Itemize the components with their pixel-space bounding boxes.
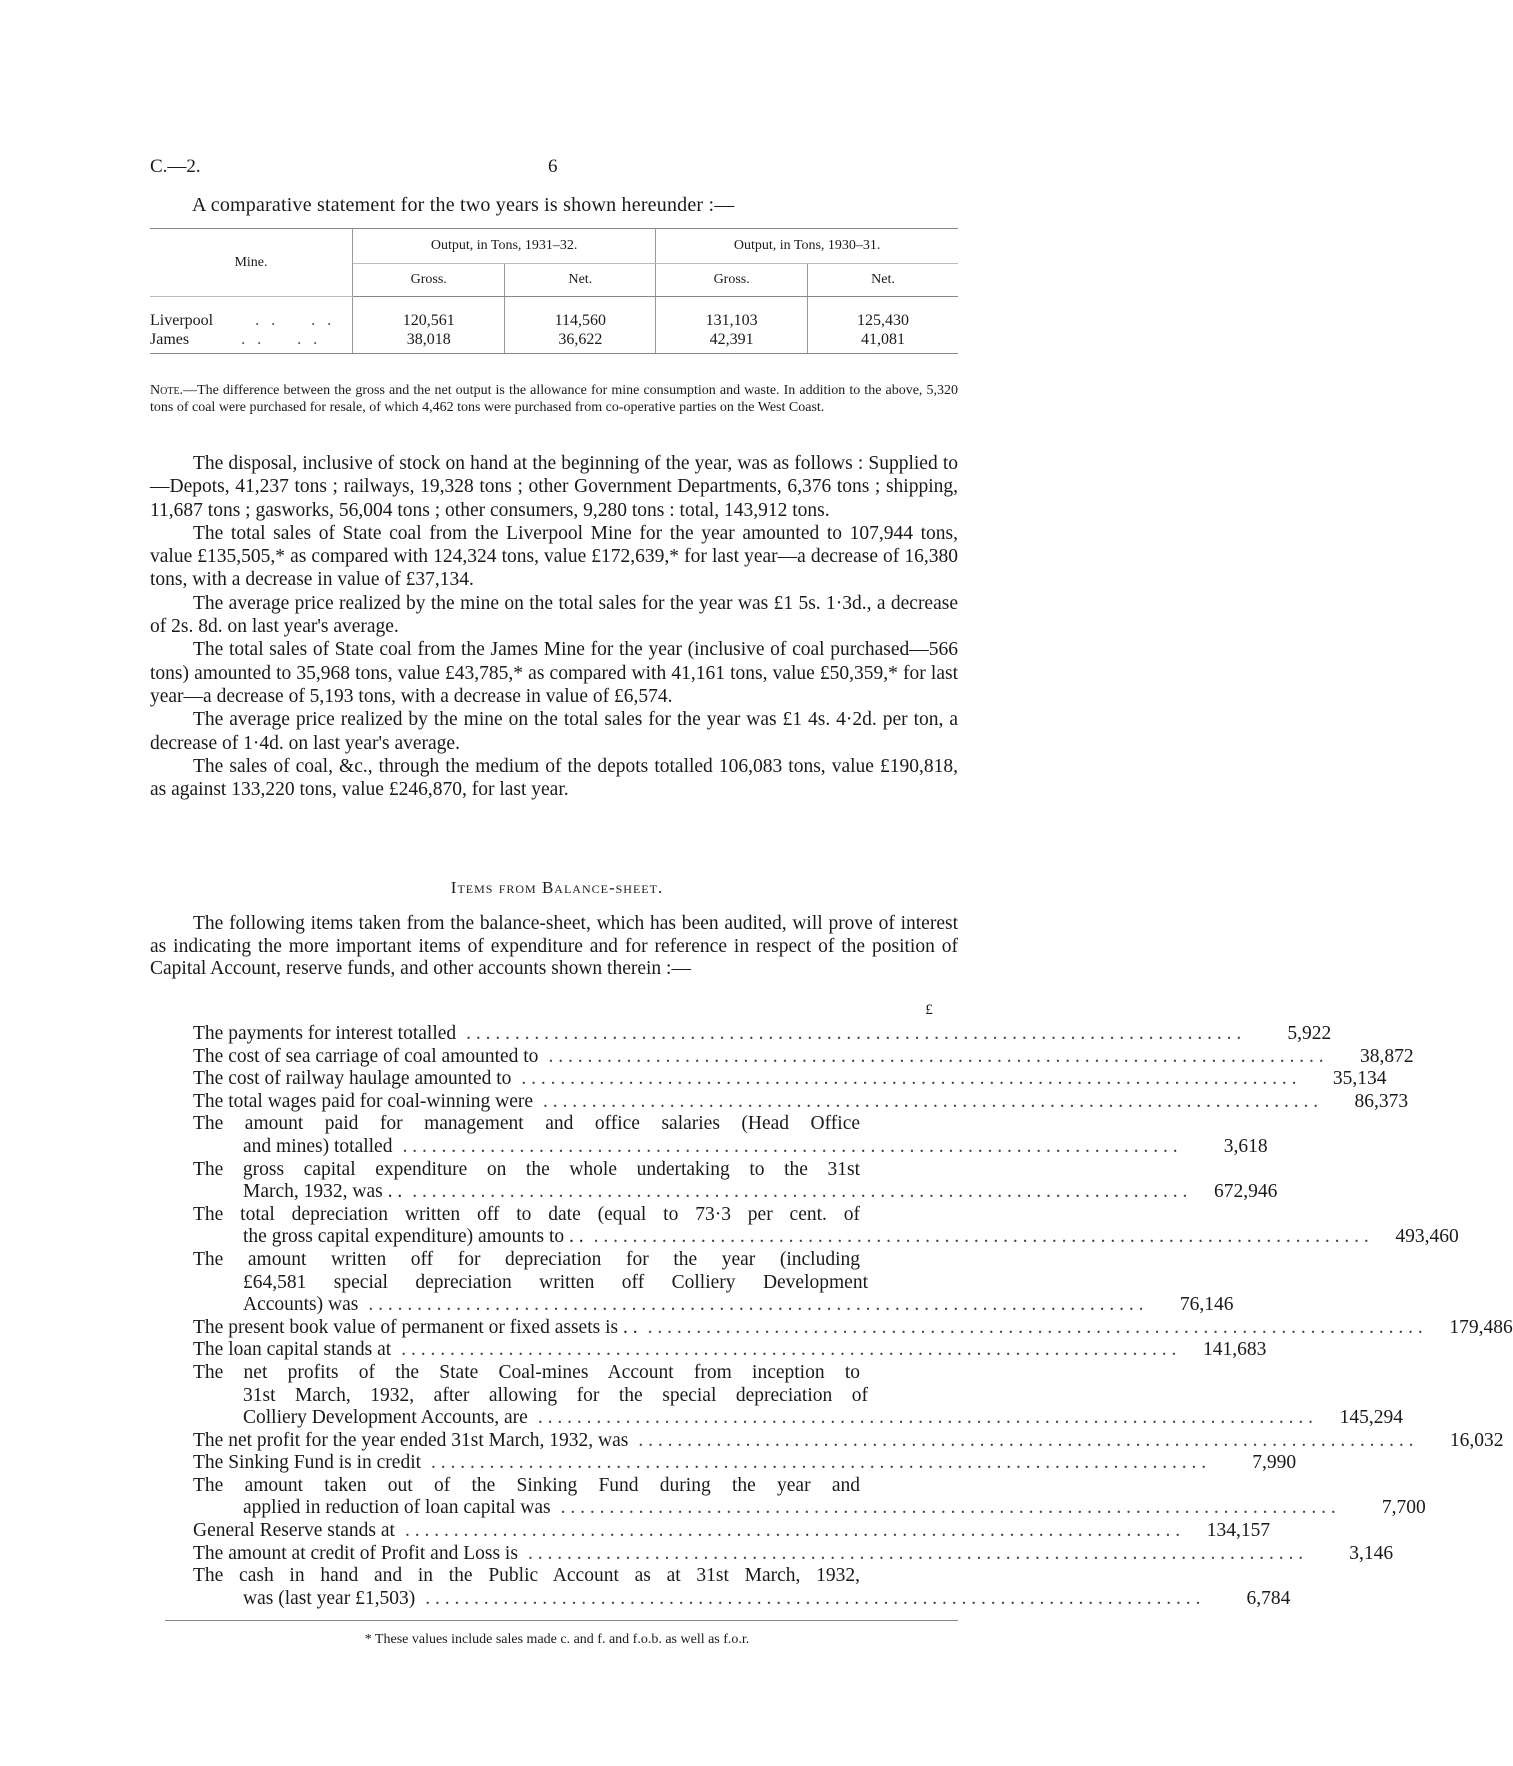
leader-dots: . . . . . . . . . . . . . . . . . . . . . . . . . . . . . . . . . . . . . . . . . . . . . . . . . . . . . . . . . . . . . . . . . . . . . . . . . . . . . . . .	[431, 1452, 1207, 1474]
balance-item	[193, 1474, 1426, 1520]
net-2-cell: 125,430	[857, 312, 910, 329]
gross-2-cell: 42,391	[656, 331, 808, 354]
item-amount: 141,683	[1202, 1339, 1267, 1361]
item-text: The amount paid for management and office salaries (Head Office	[193, 1113, 860, 1135]
leader-dots: . . . . . . . . . . . . . . . . . . . . . . . . . . . . . . . . . . . . . . . . . . . . . . . . . . . . . . . . . . . . . . . . . . . . . . . . . . . . . . . .	[521, 1068, 1297, 1090]
item-text: was (last year £1,503)	[243, 1587, 416, 1609]
note-text: —The difference between the gross and the net output is the allowance for mine consumption and waste. In addition to the above, 5,320 tons of coal were purchased for resale, of which 4,462 tons were purchased from co-operative parties on the West Coast.	[150, 383, 958, 415]
table-note	[150, 382, 958, 416]
balance-item	[193, 1090, 1409, 1114]
item-amount: 35,134	[1332, 1068, 1387, 1090]
item-text: The cash in hand and in the Public Account as at 31st March, 1932,	[193, 1565, 860, 1587]
item-amount: 86,373	[1354, 1090, 1409, 1112]
item-text: The cost of sea carriage of coal amounted to	[193, 1045, 539, 1067]
balance-item	[193, 1203, 1459, 1249]
balance-item	[193, 1248, 1234, 1317]
item-amount: 3,146	[1349, 1542, 1394, 1564]
output-table	[150, 228, 958, 354]
leader-dots: . . . . . . . . . . . . . . . . . . . . . . . . . . . . . . . . . . . . . . . . . . . . . . . . . . . . . . . . . . . . . . . . . . . . . . . . . . . . . . . .	[466, 1023, 1242, 1044]
item-text: The amount at credit of Profit and Loss is	[193, 1542, 518, 1564]
leader-dots: . . . . . . . . . . . . . . . . . . . . . . . . . . . . . . . . . . . . . . . . . . . . . . . . . . . . . . . . . . . . . . . . . . . . . . . . . . . . . . . .	[368, 1294, 1144, 1316]
paragraph: The average price realized by the mine on the total sales for the year was £1 4s. 4·2d. per ton, a decrease of 1·4d. on last year's average.	[150, 709, 958, 754]
balance-item	[193, 1542, 1394, 1566]
item-text: The Sinking Fund is in credit	[193, 1452, 422, 1474]
footnote-divider	[165, 1620, 958, 1621]
net-2-cell: 41,081	[808, 331, 958, 354]
balance-item	[193, 1565, 1291, 1610]
paragraph: The sales of coal, &c., through the medium of the depots totalled 106,083 tons, value £190,818, as against 133,220 tons, value £246,870, for last year.	[150, 755, 958, 801]
item-amount: 38,872	[1359, 1045, 1414, 1067]
period-2-header: Output, in Tons, 1930–31.	[656, 229, 958, 264]
item-text: The cost of railway haulage amounted to	[193, 1068, 512, 1090]
mine-name: Liverpool	[150, 312, 214, 329]
gross-1-header: Gross.	[353, 264, 505, 297]
page-header	[150, 156, 970, 180]
currency-header: £	[925, 1002, 933, 1018]
mine-name: James	[150, 331, 190, 348]
paragraph: The total sales of State coal from the Liverpool Mine for the year amounted to 107,944 tons, value £135,505,* as compared with 124,324 tons, value £172,639,* for last year—a decrease of 16,380 tons, with a decrease in value of £37,134.	[150, 522, 958, 591]
leader-dots: . . . . . . . . . . . . . . . . . . . . . . . . . . . . . . . . . . . . . . . . . . . . . . . . . . . . . . . . . . . . . . . . . . . . . . . . . . . . . . . .	[425, 1587, 1201, 1609]
item-text: applied in reduction of loan capital was	[243, 1497, 551, 1519]
balance-item	[193, 1429, 1504, 1453]
balance-item	[193, 1520, 1271, 1543]
comparative-intro: A comparative statement for the two years is shown hereunder :—	[192, 194, 735, 216]
gross-2-header: Gross.	[656, 264, 808, 297]
leader-dots: . . . . . . . . . . . . . . . . . . . . . . . . . . . . . . . . . . . . . . . . . . . . . . . . . . . . . . . . . . . . . . . . . . . . . . . . . . . . . . . .	[401, 1339, 1177, 1361]
period-1-header: Output, in Tons, 1931–32.	[353, 229, 656, 264]
item-amount: 16,032	[1449, 1429, 1504, 1451]
net-1-cell: 36,622	[505, 331, 656, 354]
balance-sheet-intro: The following items taken from the balance-sheet, which has been audited, will prove of interest as indicating the more important items of expenditure and for reference in respect of the position of Capital Account, reserve funds, and other accounts shown therein :—	[150, 913, 958, 979]
table-row: James . . . . 38,018 36,622 42,391 41,081	[150, 331, 958, 354]
item-amount: 179,486	[1449, 1316, 1513, 1338]
balance-item	[193, 1158, 1278, 1204]
item-amount: 5,922	[1287, 1023, 1332, 1044]
item-text: Colliery Development Accounts, are	[243, 1407, 528, 1429]
gross-1-cell: 120,561	[353, 311, 505, 331]
item-amount: 7,700	[1381, 1497, 1426, 1519]
balance-item	[193, 1452, 1297, 1475]
leader-dots: . . . . . . . . . . . . . . . . . . . . . . . . . . . . . . . . . . . . . . . . . . . . . . . . . . . . . . . . . . . . . . . . . . . . . . . . . . . . . . . .	[412, 1181, 1188, 1203]
gross-2-cell: 131,103	[656, 311, 808, 331]
item-amount: 6,784	[1246, 1587, 1291, 1609]
item-text: The present book value of permanent or fixed assets is . .	[193, 1316, 638, 1338]
item-text: 31st March, 1932, after allowing for the special depreciation of	[243, 1384, 868, 1406]
net-1-cell: 114,560	[505, 311, 656, 331]
item-text: The net profits of the State Coal-mines Account from inception to	[193, 1361, 860, 1383]
item-amount: 134,157	[1206, 1520, 1271, 1542]
item-text: The amount taken out of the Sinking Fund during the year and	[193, 1474, 860, 1496]
net-1-header: Net.	[505, 264, 656, 297]
paragraph: The total sales of State coal from the James Mine for the year (inclusive of coal purchased—566 tons) amounted to 35,968 tons, value £43,785,* as compared with 41,161 tons, value £50,359,* for last year—a decrease of 5,193 tons, with a decrease in value of £6,574.	[150, 639, 958, 707]
gross-1-cell: 38,018	[353, 331, 505, 354]
item-text: The total depreciation written off to date (equal to 73·3 per cent. of	[193, 1203, 860, 1225]
table-row: Liverpool . . . . 120,561 114,560 131,103 125,430	[150, 311, 958, 331]
balance-item	[193, 1361, 1403, 1430]
document-code: C.—2.	[150, 156, 201, 177]
item-text: The total wages paid for coal-winning were	[193, 1090, 534, 1112]
balance-sheet-items	[193, 1023, 1513, 1610]
leader-dots: . . . . . . . . . . . . . . . . . . . . . . . . . . . . . . . . . . . . . . . . . . . . . . . . . . . . . . . . . . . . . . . . . . . . . . . . . . . . . . . .	[560, 1497, 1336, 1519]
mine-column-header: Mine.	[150, 229, 353, 297]
leader-dots: . . . . . . . . . . . . . . . . . . . . . . . . . . . . . . . . . . . . . . . . . . . . . . . . . . . . . . . . . . . . . . . . . . . . . . . . . . . . . . . .	[527, 1542, 1304, 1564]
item-amount: 672,946	[1213, 1181, 1278, 1203]
item-text: General Reserve stands at	[193, 1520, 395, 1542]
item-amount: 493,460	[1395, 1226, 1459, 1248]
leader-dots: . . . . . . . . . . . . . . . . . . . . . . . . . . . . . . . . . . . . . . . . . . . . . . . . . . . . . . . . . . . . . . . . . . . . . . . . . . . . . . . .	[548, 1045, 1324, 1067]
item-amount: 3,618	[1223, 1135, 1268, 1157]
leader-dots: . . . . . . . . . . . . . . . . . . . . . . . . . . . . . . . . . . . . . . . . . . . . . . . . . . . . . . . . . . . . . . . . . . . . . . . . . . . . . . . .	[404, 1520, 1181, 1542]
balance-item	[193, 1045, 1414, 1069]
disposal-section	[150, 452, 958, 801]
item-text: The net profit for the year ended 31st March, 1932, was	[193, 1429, 629, 1451]
leader-dots: . . . . . . . . . . . . . . . . . . . . . . . . . . . . . . . . . . . . . . . . . . . . . . . . . . . . . . . . . . . . . . . . . . . . . . . . . . . . . . . .	[593, 1226, 1369, 1248]
item-text: £64,581 special depreciation written off Colliery Development	[243, 1271, 868, 1293]
item-text: Accounts) was	[243, 1294, 359, 1316]
balance-item	[193, 1023, 1332, 1046]
balance-item	[193, 1339, 1267, 1362]
leader-dots: . . . . . . . . . . . . . . . . . . . . . . . . . . . . . . . . . . . . . . . . . . . . . . . . . . . . . . . . . . . . . . . . . . . . . . . . . . . . . . . .	[647, 1316, 1423, 1338]
section-title: Items from Balance-sheet.	[450, 878, 664, 897]
item-text: the gross capital expenditure) amounts to . .	[243, 1226, 584, 1248]
item-text: The gross capital expenditure on the whole undertaking to the 31st	[193, 1158, 860, 1180]
item-amount: 145,294	[1339, 1407, 1403, 1429]
item-text: The payments for interest totalled	[193, 1023, 457, 1044]
item-text: The loan capital stands at	[193, 1339, 392, 1361]
balance-item	[193, 1068, 1387, 1091]
item-text: and mines) totalled	[243, 1135, 393, 1157]
leader-dots: . . . . . . . . . . . . . . . . . . . . . . . . . . . . . . . . . . . . . . . . . . . . . . . . . . . . . . . . . . . . . . . . . . . . . . . . . . . . . . . .	[402, 1135, 1178, 1157]
item-amount: 7,990	[1252, 1452, 1297, 1474]
leader-dots: . . . . . . . . . . . . . . . . . . . . . . . . . . . . . . . . . . . . . . . . . . . . . . . . . . . . . . . . . . . . . . . . . . . . . . . . . . . . . . . .	[537, 1407, 1313, 1429]
net-2-header: Net.	[808, 264, 958, 297]
item-amount: 76,146	[1179, 1294, 1234, 1316]
item-text: The amount written off for depreciation for the year (including	[193, 1248, 860, 1270]
balance-item	[193, 1113, 1268, 1158]
paragraph: The disposal, inclusive of stock on hand at the beginning of the year, was as follows : Supplied to—Depots, 41,237 tons ; railways, 19,328 tons ; other Government Departments, 6,376 tons ; shipping, 11,687 tons ; gasworks, 56,004 tons ; other consumers, 9,280 tons : total, 143,912 tons.	[150, 453, 958, 521]
paragraph: The average price realized by the mine on the total sales for the year was £1 5s. 1·3d., a decrease of 2s. 8d. on last year's average.	[150, 592, 958, 638]
footnote: * These values include sales made c. and f. and f.o.b. as well as f.o.r.	[364, 1632, 750, 1647]
leader-dots: . . . . . . . . . . . . . . . . . . . . . . . . . . . . . . . . . . . . . . . . . . . . . . . . . . . . . . . . . . . . . . . . . . . . . . . . . . . . . . . .	[638, 1429, 1414, 1451]
item-text: March, 1932, was . .	[243, 1181, 403, 1203]
leader-dots: . . . . . . . . . . . . . . . . . . . . . . . . . . . . . . . . . . . . . . . . . . . . . . . . . . . . . . . . . . . . . . . . . . . . . . . . . . . . . . . .	[543, 1090, 1319, 1112]
note-label: Note.	[150, 383, 184, 398]
page-number: 6	[548, 156, 558, 177]
balance-item	[193, 1316, 1513, 1340]
